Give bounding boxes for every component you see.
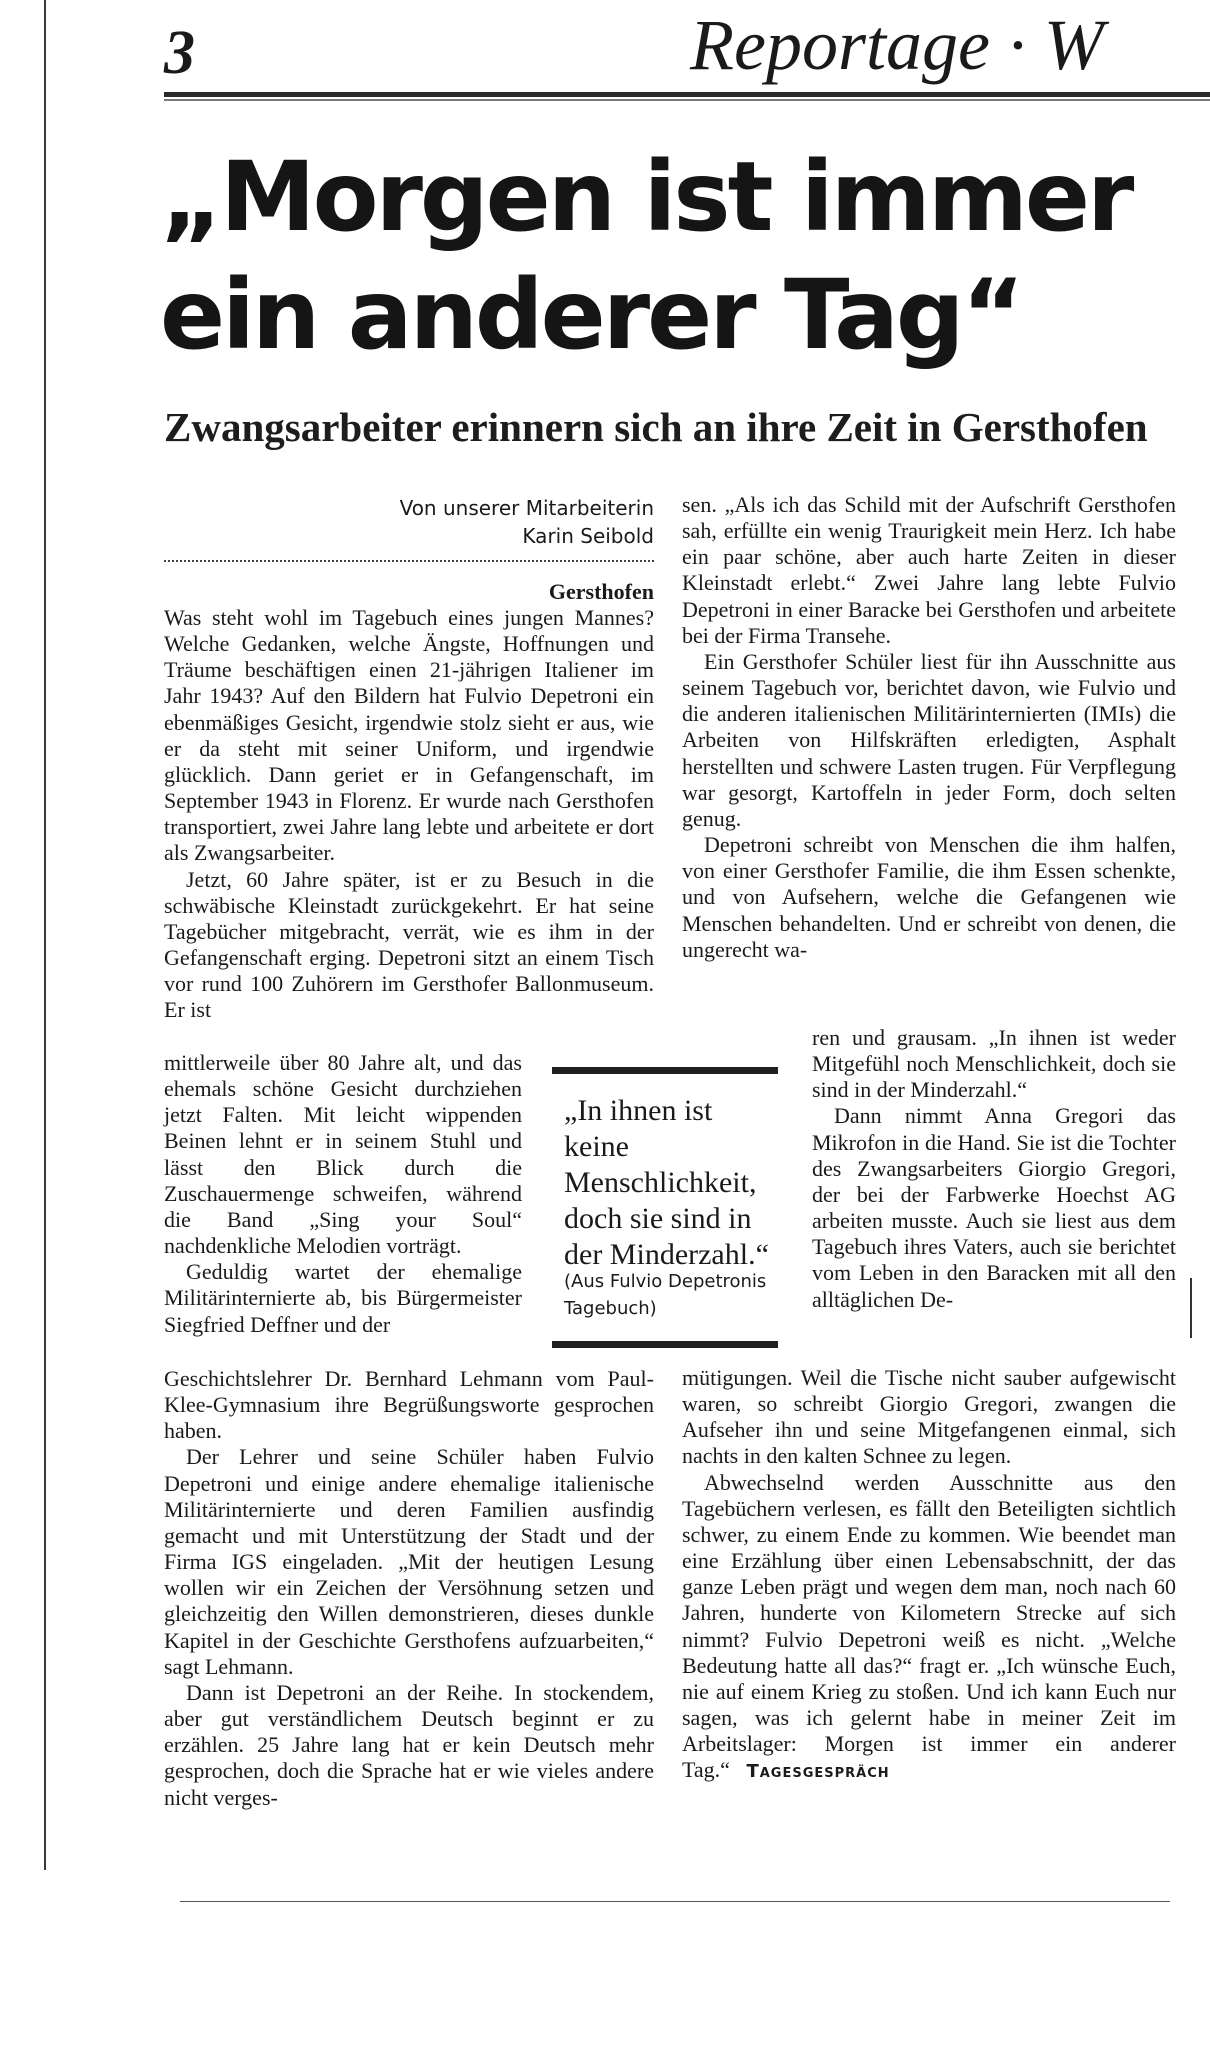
- paragraph: Ein Gersthofer Schüler liest für ihn Ausschnitte aus seinem Tagebuch vor, berichtet davon, wie Fulvio und die anderen italienischen Militärinternierten (IMIs) die Arbeiten von Hilfskräften erledigten, Asphalt herstellten und schwere Lasten trugen. Für Verpflegung war gesorgt, Kartoffeln in jeder Form, doch selten genug.: [682, 648, 1176, 831]
- header-rule: [164, 92, 1210, 97]
- paragraph: Depetroni schreibt von Menschen die ihm halfen, von einer Gersthofer Familie, die ihm Essen schenkte, und von Aufsehern, welche die Gefangenen wie Menschen behandelten. Und er schreibt von denen, die ungerecht wa-: [682, 832, 1176, 962]
- pullquote-rule-bottom: [552, 1341, 778, 1348]
- column-1-top: [164, 605, 654, 1024]
- subtitle: Zwangsarbeiter erinnern sich an ihre Zeit in Gersthofen: [164, 404, 1148, 450]
- paragraph-text: Abwechselnd werden Ausschnitte aus den Tagebüchern verlesen, es fällt den Beteiligten sichtlich schwer, zu einem Ende zu kommen. Wie beendet man eine Erzählung über einen Lebensabschnitt, der das ganze Leben prägt und wegen dem man, noch nach 60 Jahren, hunderte von Kilometern Strecke auf sich nimmt? Fulvio Depetroni weiß es nicht. „Welche Bedeutung hatte all das?“ fragt er. „Ich wünsche Euch, nie auf einem Krieg zu stoßen. Und ich kann Euch nur sagen, was ich gelernt habe in meiner Zeit im Arbeitslager: Morgen ist immer ein anderer Tag.“: [682, 1469, 1176, 1783]
- byline: [372, 494, 654, 550]
- margin-mark: [1190, 1278, 1192, 1338]
- header-rule-thin: [164, 99, 1210, 101]
- paragraph: Geduldig wartet der ehemalige Militärinternierte ab, bis Bürgermeister Siegfried Deffner und der: [164, 1259, 522, 1337]
- paragraph: Dann ist Depetroni an der Reihe. In stockendem, aber gut verständlichem Deutsch beginnt er zu erzählen. 25 Jahre lang hat er kein Deutsch mehr gesprochen, doch die Sprache hat er wie vieles andere nicht verges-: [164, 1679, 654, 1810]
- byline-label: Von unserer Mitarbeiterin: [399, 496, 654, 520]
- column-1-middle: [164, 1050, 522, 1338]
- pullquote-rule-top: [552, 1067, 778, 1074]
- byline-divider: [164, 560, 654, 562]
- column-2-top: [682, 492, 1176, 963]
- pullquote: „In ihnen ist keine Menschlichkeit, doch sie sind in der Minderzahl.“: [564, 1094, 769, 1271]
- paragraph: [682, 1470, 1176, 1786]
- source-tag: Tagesgespräch: [746, 1761, 890, 1783]
- paragraph: sen. „Als ich das Schild mit der Aufschrift Gersthofen sah, erfüllte ein wenig Traurigkeit mein Herz. Ich habe ein paar schöne, aber auch harte Zeiten in dieser Kleinstadt erlebt.“ Zwei Jahre lang lebte Fulvio Depetroni in einer Baracke bei Gersthofen und arbeitete bei der Firma Transehe.: [682, 492, 1176, 648]
- paragraph: Was steht wohl im Tagebuch eines jungen Mannes? Welche Gedanken, welche Ängste, Hoffnungen und Träume beschäftigen einen 21-jährigen Italiener im Jahr 1943? Auf den Bildern hat Fulvio Depetroni ein ebenmäßiges Gesicht, irgendwie stolz sieht er aus, wie er da steht mit seiner Uniform, und irgendwie glücklich. Dann geriet er in Gefangenschaft, im September 1943 in Florenz. Er wurde nach Gersthofen transportiert, zwei Jahre lang lebte und arbeitete er dort als Zwangsarbeiter.: [164, 605, 654, 866]
- column-2-bottom: [682, 1365, 1176, 1786]
- paragraph: ren und grausam. „In ihnen ist weder Mitgefühl noch Menschlichkeit, doch sie sind in der Minderzahl.“: [812, 1025, 1176, 1103]
- bottom-rule: [180, 1901, 1170, 1902]
- paragraph: Der Lehrer und seine Schüler haben Fulvio Depetroni und einige andere ehemalige italienische Militärinternierte und deren Familien ausfindig gemacht und mit Unterstützung der Stadt und der Firma IGS eingeladen. „Mit der heutigen Lesung wollen wir ein Zeichen der Versöhnung setzen und gleichzeitig den Willen demonstrieren, dieses dunkle Kapitel in der Geschichte Gersthofens aufzuarbeiten,“ sagt Lehmann.: [164, 1444, 654, 1679]
- column-2-middle: [812, 1025, 1176, 1313]
- paragraph: Dann nimmt Anna Gregori das Mikrofon in die Hand. Sie ist die Tochter des Zwangsarbeiters Giorgio Gregori, der bei der Farbwerke Hoechst AG arbeiten musste. Auch sie liest aus dem Tagebuch ihres Vaters, auch sie berichtet vom Leben in den Baracken mit all den alltäglichen De-: [812, 1103, 1176, 1312]
- margin-rule-left: [44, 0, 46, 1870]
- dateline: Gersthofen: [548, 579, 654, 604]
- paragraph: Jetzt, 60 Jahre später, ist er zu Besuch in die schwäbische Kleinstadt zurückgekehrt. Er hat seine Tagebücher mitgebracht, verrät, wie es ihm in der Gefangenschaft erging. Depetroni sitzt an einem Tisch vor rund 100 Zuhörern im Gersthofer Ballonmuseum. Er ist: [164, 866, 654, 1023]
- paragraph: Geschichtslehrer Dr. Bernhard Lehmann vom Paul-Klee-Gymnasium ihre Begrüßungsworte gesprochen haben.: [164, 1366, 654, 1444]
- page-number: 3: [164, 19, 195, 87]
- paragraph: mittlerweile über 80 Jahre alt, und das ehemals schöne Gesicht durchziehen jetzt Falten. Mit leicht wippenden Beinen lehnt er in seinem Stuhl und lässt den Blick durch die Zuschauermenge schweifen, während die Band „Sing your Soul“ nachdenkliche Melodien vorträgt.: [164, 1050, 522, 1259]
- section-title: Reportage · W: [690, 5, 1104, 85]
- column-1-bottom: [164, 1366, 654, 1811]
- headline: „Morgen ist immer ein anderer Tag“: [160, 141, 1132, 371]
- pullquote-attribution: (Aus Fulvio Depetronis Tagebuch): [564, 1271, 767, 1319]
- byline-author: Karin Seibold: [522, 524, 654, 548]
- paragraph: mütigungen. Weil die Tische nicht sauber aufgewischt waren, so schreibt Giorgio Gregori, zwangen die Aufseher ihn und seine Mitgefangenen einmal, sich nachts in den kalten Schnee zu legen.: [682, 1365, 1176, 1469]
